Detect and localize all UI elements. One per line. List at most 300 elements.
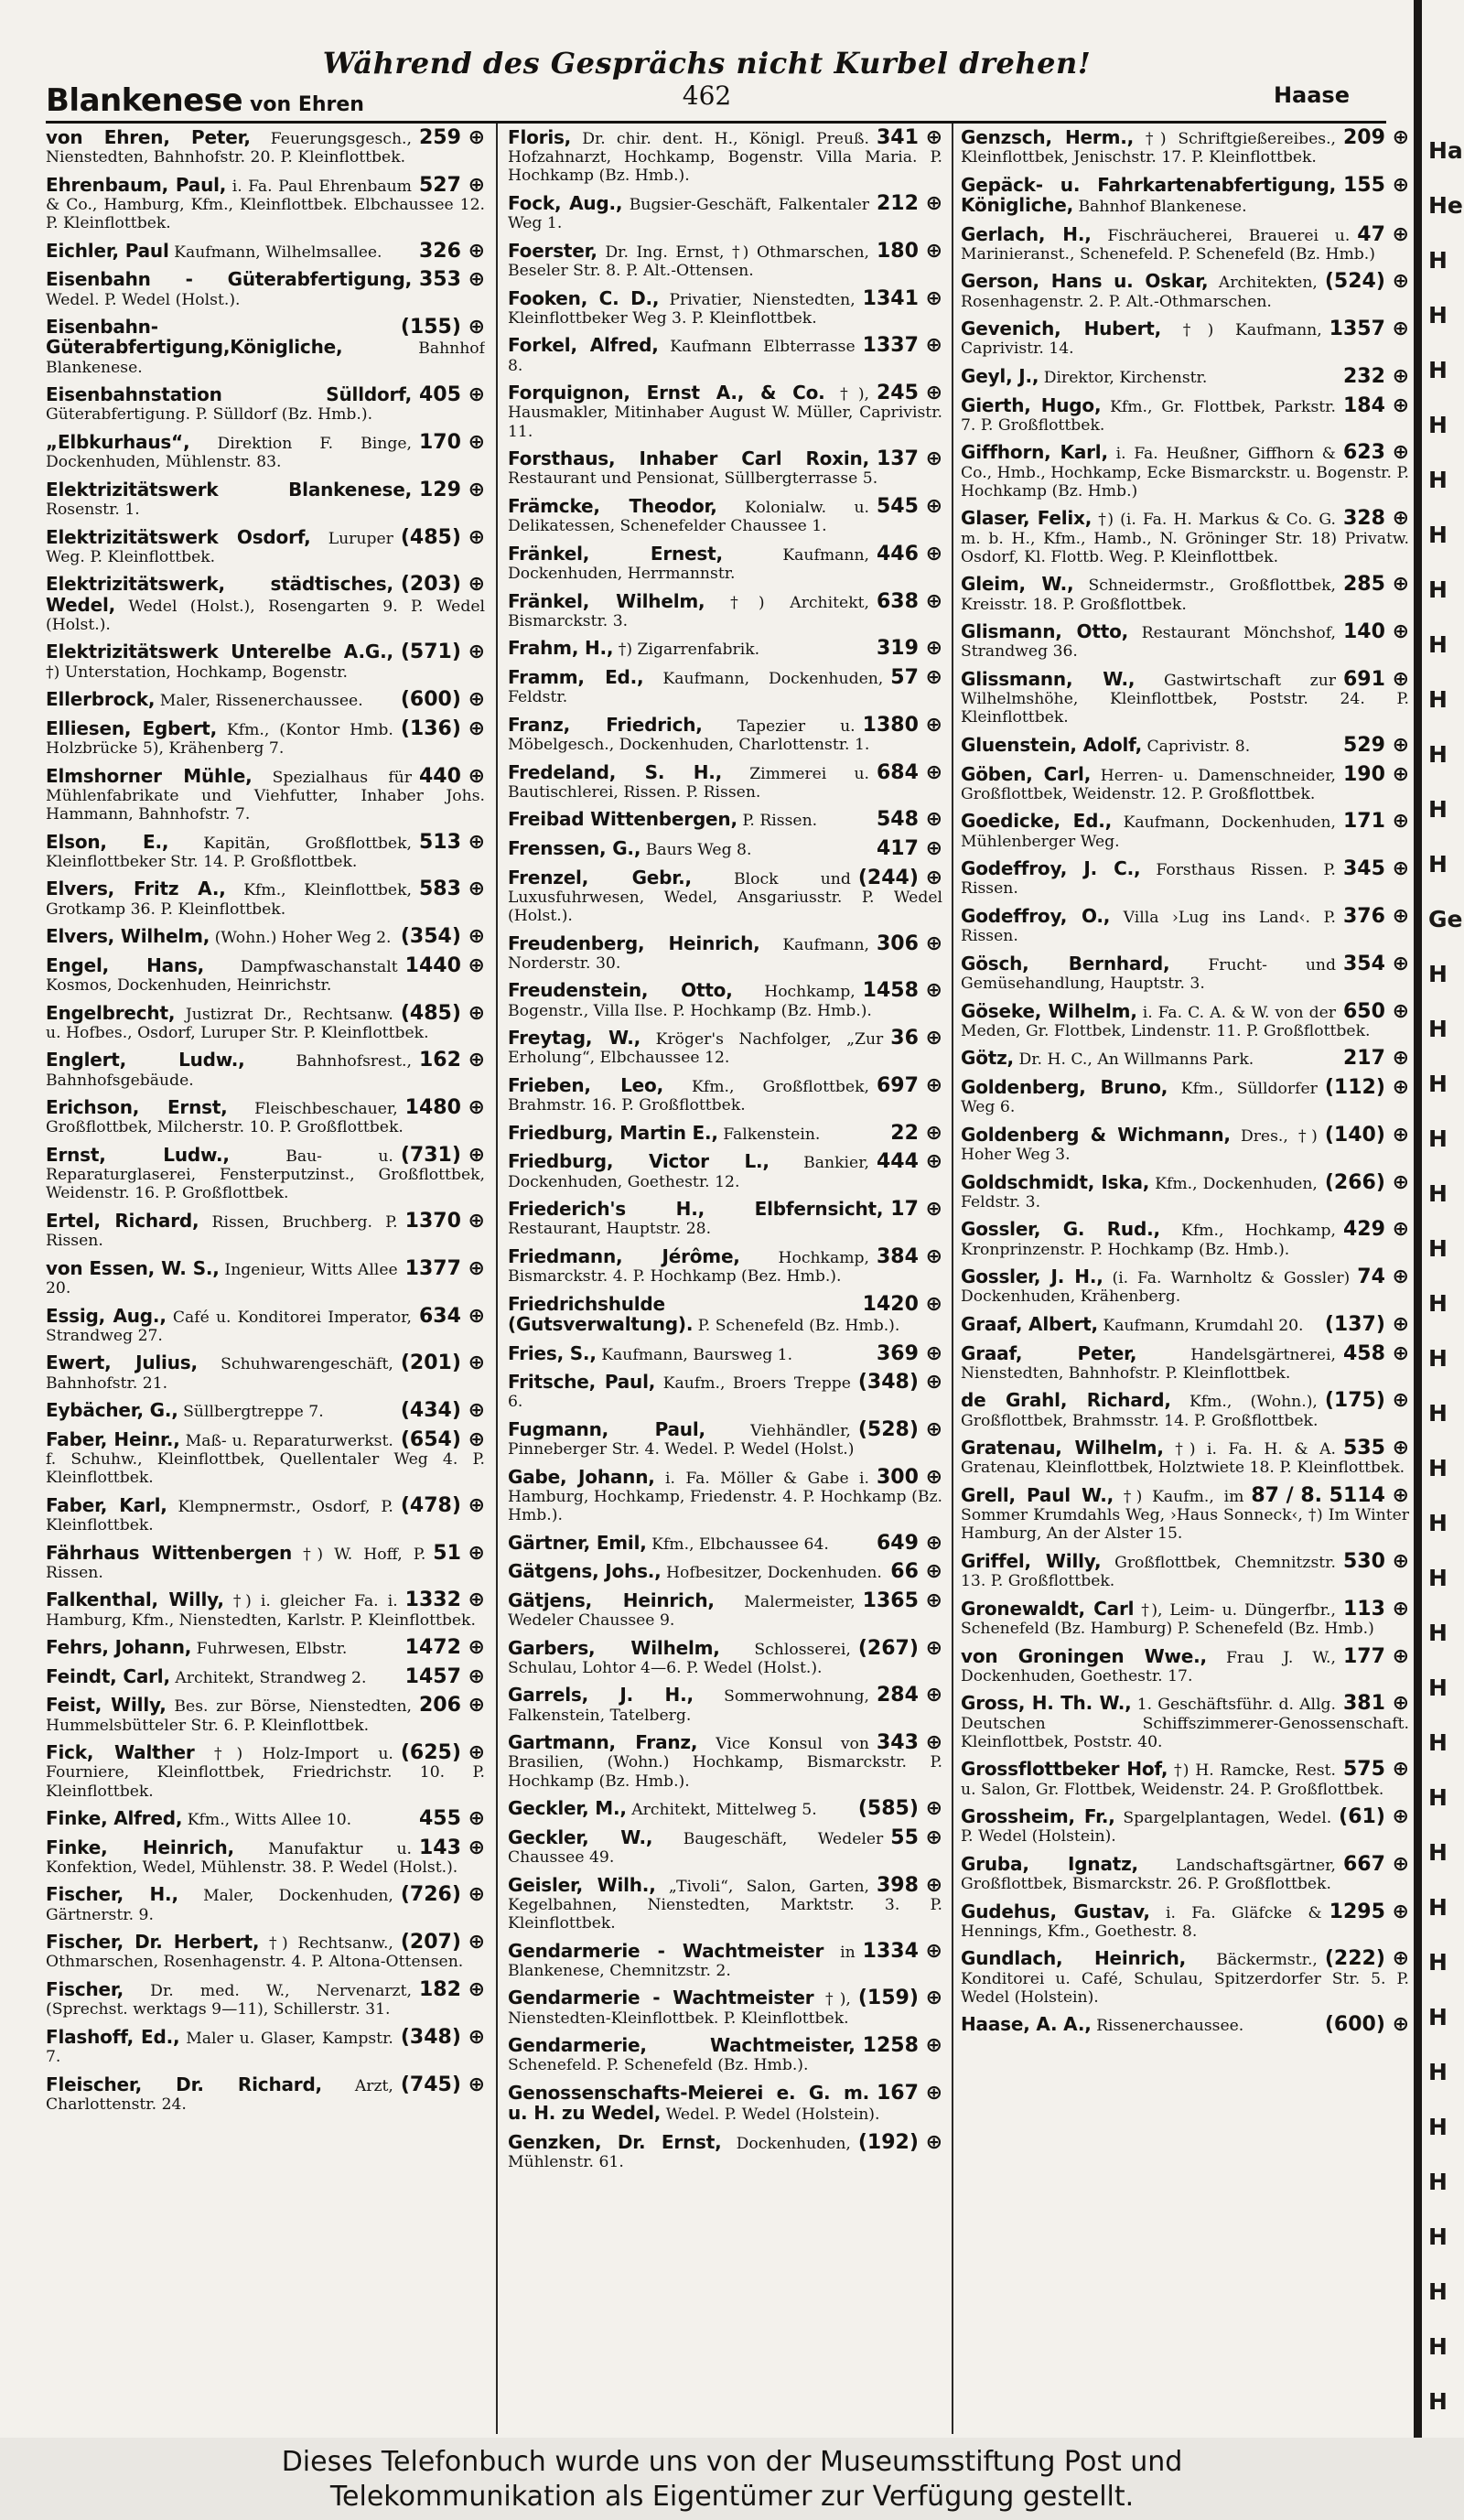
entry-name: Fritsche, Paul, bbox=[508, 1373, 656, 1394]
directory-entry bbox=[46, 1667, 485, 1687]
entry-details: Frau J. W., Dockenhuden, Goethestr. 17. bbox=[961, 1648, 1336, 1685]
phone-number: (244) ⊕ bbox=[857, 867, 942, 889]
entry-details: Hochkamp, Bogenstr., Villa Ilse. P. Hochkamp (Bz. Hmb.). bbox=[508, 983, 872, 1020]
entry-name: Eisenbahn-Güterabfertigung,Königliche, bbox=[46, 318, 343, 359]
entry-name: „Elbkurhaus“, bbox=[46, 432, 190, 453]
phone-number: 444 ⊕ bbox=[876, 1152, 942, 1174]
entry-name: Engel, Hans, bbox=[46, 955, 205, 976]
entry-details: Bahnhof Blankenese. bbox=[46, 339, 485, 377]
entry-details: „Tivoli“, Salon, Garten, Kegelbahnen, Nienstedten, Marktstr. 3. P. Kleinflottbek. bbox=[508, 1877, 942, 1933]
entry-details: Architekten, Rosenhagenstr. 2. P. Alt.-Othmarschen. bbox=[961, 274, 1318, 311]
entry-details: Dres., †) Hoher Weg 3. bbox=[961, 1126, 1318, 1164]
directory-entry bbox=[46, 1098, 485, 1136]
phone-number: (485) ⊕ bbox=[400, 1003, 485, 1025]
entry-name: Göben, Carl, bbox=[961, 764, 1092, 785]
entry-name: Fischer, bbox=[46, 1980, 124, 2001]
entry-details: Baurs Weg 8. bbox=[645, 840, 752, 859]
directory-entry bbox=[46, 433, 485, 471]
entry-details: †), Hausmakler, Mitinhaber August W. Müller, Caprivistr. 11. bbox=[508, 385, 942, 441]
phone-number: 527 ⊕ bbox=[418, 175, 485, 197]
phone-number: (625) ⊕ bbox=[400, 1743, 485, 1765]
phone-number: 458 ⊕ bbox=[1342, 1343, 1409, 1365]
phone-number: 691 ⊕ bbox=[1342, 669, 1409, 691]
edge-fragment: Ge bbox=[1428, 906, 1463, 932]
directory-entry bbox=[46, 318, 485, 377]
directory-entry bbox=[46, 1430, 485, 1488]
directory-entry bbox=[961, 622, 1409, 661]
phone-number: (478) ⊕ bbox=[400, 1495, 485, 1517]
directory-entry bbox=[46, 1259, 485, 1298]
edge-fragment: H bbox=[1428, 2059, 1448, 2085]
edge-fragment: H bbox=[1428, 1235, 1448, 1262]
entry-details: Kfm., Sülldorfer Weg 6. bbox=[961, 1079, 1318, 1117]
directory-entry bbox=[508, 639, 942, 659]
entry-details: Forsthaus Rissen. P. Rissen. bbox=[961, 861, 1336, 899]
edge-fragment: H bbox=[1428, 741, 1448, 768]
entry-details: Dr. H. C., An Willmanns Park. bbox=[1018, 1050, 1254, 1070]
phone-number: 583 ⊕ bbox=[418, 879, 485, 901]
entry-name: Giffhorn, Karl, bbox=[961, 443, 1108, 464]
edge-fragment: H bbox=[1428, 1565, 1448, 1591]
entry-details: Kolonialw. u. Delikatessen, Schenefelder Chaussee 1. bbox=[508, 498, 869, 536]
entry-name: Gendarmerie - Wachtmeister bbox=[508, 1988, 814, 2009]
directory-entry bbox=[961, 1949, 1409, 2007]
phone-number: 575 ⊕ bbox=[1342, 1760, 1409, 1782]
entry-name: Geisler, Wilh., bbox=[508, 1875, 656, 1896]
entry-name: Garbers, Wilhelm, bbox=[508, 1638, 720, 1659]
directory-entry bbox=[961, 1599, 1409, 1638]
entry-details: Landschaftsgärtner, Großflottbek, Bismarckstr. 26. P. Großflottbek. bbox=[961, 1856, 1336, 1894]
phone-number: 650 ⊕ bbox=[1342, 1001, 1409, 1023]
phone-number: 440 ⊕ bbox=[418, 766, 485, 788]
entry-name: Freudenstein, Otto, bbox=[508, 981, 733, 1002]
entry-details: Wedel (Holst.), Rosengarten 9. P. Wedel (Holst.). bbox=[46, 597, 485, 634]
edge-fragment: H bbox=[1428, 522, 1448, 548]
directory-entry bbox=[46, 1885, 485, 1923]
edge-fragment: H bbox=[1428, 1675, 1448, 1701]
directory-entry bbox=[508, 242, 942, 280]
entry-details: †) i. Fa. H. & A. Gratenau, Kleinflottbek, Holztwiete 18. P. Kleinflottbek. bbox=[961, 1440, 1405, 1478]
entry-details: †) H. Ramcke, Rest. u. Salon, Gr. Flottbek, Weidenstr. 24. P. Großflottbek. bbox=[961, 1761, 1384, 1799]
column-2 bbox=[508, 128, 942, 2434]
entry-details: Sommerwohnung, Falkenstein, Tatelberg. bbox=[508, 1687, 869, 1725]
entry-name: Franz, Friedrich, bbox=[508, 715, 703, 736]
phone-number: 259 ⊕ bbox=[418, 128, 485, 149]
phone-number: 446 ⊕ bbox=[876, 544, 942, 565]
phone-number: 1341 ⊕ bbox=[862, 288, 942, 310]
entry-name: von Ehren, Peter, bbox=[46, 128, 251, 148]
entry-name: Gabe, Johann, bbox=[508, 1467, 655, 1488]
phone-number: 143 ⊕ bbox=[418, 1837, 485, 1859]
phone-number: 455 ⊕ bbox=[418, 1809, 485, 1830]
entry-details: Bäckermstr., Konditorei u. Café, Schulau, Spitzerdorfer Str. 5. P. Wedel (Holstein). bbox=[961, 1951, 1409, 2007]
entry-details: Restaurant Mönchshof, Strandweg 36. bbox=[961, 624, 1336, 662]
entry-name: Erichson, Ernst, bbox=[46, 1098, 228, 1119]
phone-number: 1458 ⊕ bbox=[862, 981, 942, 1003]
phone-number: 217 ⊕ bbox=[1342, 1049, 1409, 1070]
entry-name: Gruba, Ignatz, bbox=[961, 1854, 1138, 1875]
phone-number: 649 ⊕ bbox=[876, 1533, 942, 1554]
entry-name: Eisenbahn - Güterabfertigung, bbox=[46, 270, 412, 291]
directory-entry bbox=[508, 668, 942, 706]
entry-details: Rosenstr. 1. bbox=[46, 500, 140, 519]
entry-details: Restaurant, Hauptstr. 28. bbox=[508, 1220, 712, 1239]
directory-entry bbox=[961, 1267, 1409, 1306]
phone-number: 306 ⊕ bbox=[876, 933, 942, 955]
directory-entry bbox=[46, 528, 485, 566]
phone-number: (434) ⊕ bbox=[400, 1401, 485, 1422]
edge-fragment: H bbox=[1428, 357, 1448, 383]
entry-name: Freudenberg, Heinrich, bbox=[508, 933, 760, 954]
entry-name: Gevenich, Hubert, bbox=[961, 319, 1162, 340]
entry-details: †) W. Hoff, P. Rissen. bbox=[46, 1545, 426, 1582]
directory-entry bbox=[961, 319, 1409, 358]
phone-number: (61) ⊕ bbox=[1339, 1807, 1409, 1829]
phone-number: (137) ⊕ bbox=[1324, 1314, 1409, 1336]
entry-name: Gross, H. Th. W., bbox=[961, 1694, 1132, 1715]
entry-details: †) Holz-Import u. Fourniere, Kleinflottbek, Friedrichstr. 10. P. Kleinflottbek. bbox=[46, 1745, 485, 1801]
directory-entry bbox=[508, 336, 942, 374]
entry-name: Ewert, Julius, bbox=[46, 1353, 198, 1374]
entry-name: Englert, Ludw., bbox=[46, 1050, 245, 1072]
entry-details: Güterabfertigung. P. Sülldorf (Bz. Hmb.). bbox=[46, 405, 373, 425]
entry-details: Architekt, Strandweg 2. bbox=[175, 1668, 367, 1687]
entry-name: Glismann, Otto, bbox=[961, 622, 1129, 643]
phone-number: 545 ⊕ bbox=[876, 496, 942, 518]
phone-number: 87 / 8. 5114 ⊕ bbox=[1251, 1485, 1409, 1507]
entry-details: Manufaktur u. Konfektion, Wedel, Mühlenstr. 38. P. Wedel (Holst.). bbox=[46, 1839, 458, 1877]
directory-entry bbox=[46, 480, 485, 519]
phone-number: 284 ⊕ bbox=[876, 1685, 942, 1707]
directory-entry bbox=[961, 2015, 1409, 2035]
phone-number: (266) ⊕ bbox=[1324, 1172, 1409, 1194]
entry-name: Faber, Karl, bbox=[46, 1495, 167, 1516]
phone-number: 1370 ⊕ bbox=[404, 1211, 485, 1233]
entry-name: Elektrizitätswerk Unterelbe A.G., bbox=[46, 642, 393, 663]
directory-entry bbox=[46, 385, 485, 424]
entry-details: Maler u. Glaser, Kampstr. 7. bbox=[46, 2029, 393, 2067]
phone-number: 36 ⊕ bbox=[890, 1028, 942, 1050]
entry-name: Godeffroy, O., bbox=[961, 906, 1111, 927]
entry-details: Café u. Konditorei Imperator, Strandweg 27. bbox=[46, 1308, 412, 1345]
phone-number: (348) ⊕ bbox=[857, 1373, 942, 1395]
phone-number: (348) ⊕ bbox=[400, 2027, 485, 2049]
phone-number: (267) ⊕ bbox=[857, 1638, 942, 1660]
entry-name: Forkel, Alfred, bbox=[508, 336, 659, 357]
entry-details: Dr. Ing. Ernst, †) Othmarschen, Beseler Str. 8. P. Alt.-Ottensen. bbox=[508, 242, 869, 280]
edge-fragment: H bbox=[1428, 576, 1448, 603]
directory-entry bbox=[508, 383, 942, 441]
directory-entry bbox=[46, 1353, 485, 1392]
entry-name: Elektrizitätswerk, städtisches, Wedel, bbox=[46, 575, 393, 616]
phone-number: 129 ⊕ bbox=[418, 479, 485, 501]
edge-fragment: H bbox=[1428, 1290, 1448, 1317]
directory-entry bbox=[961, 396, 1409, 435]
entry-name: Grossflottbeker Hof, bbox=[961, 1760, 1168, 1781]
entry-name: Fries, S., bbox=[508, 1343, 597, 1364]
directory-entry bbox=[508, 1468, 942, 1525]
directory-entry bbox=[46, 1809, 485, 1829]
entry-details: Wedel. P. Wedel (Holst.). bbox=[46, 290, 241, 309]
directory-entry bbox=[46, 575, 485, 634]
phone-number: 1334 ⊕ bbox=[862, 1941, 942, 1963]
directory-entry bbox=[46, 270, 485, 308]
entry-name: Faber, Heinr., bbox=[46, 1429, 180, 1450]
entry-details: (i. Fa. Warnholtz & Gossler) Dockenhuden, Krähenberg. bbox=[961, 1269, 1351, 1307]
entry-details: †) Schriftgießereibes., Kleinflottbek, Jenischstr. 17. P. Kleinflottbek. bbox=[961, 130, 1336, 167]
entry-name: Götz, bbox=[961, 1049, 1014, 1070]
phone-number: (731) ⊕ bbox=[400, 1145, 485, 1167]
directory-entry bbox=[961, 1002, 1409, 1040]
entry-name: Eichler, Paul bbox=[46, 241, 169, 262]
directory-entry bbox=[46, 1638, 485, 1658]
directory-entry bbox=[508, 868, 942, 926]
directory-entry bbox=[961, 1902, 1409, 1941]
directory-entry bbox=[508, 981, 942, 1019]
entry-details: Bahnhofsrest., Bahnhofsgebäude. bbox=[46, 1052, 412, 1090]
directory-entry bbox=[508, 1200, 942, 1238]
entry-details: Schenefeld. P. Schenefeld (Bz. Hmb.). bbox=[508, 2056, 809, 2075]
entry-details: Maler, Rissenerchaussee. bbox=[159, 692, 363, 711]
entry-name: Glaser, Felix, bbox=[961, 509, 1093, 530]
phone-number: 319 ⊕ bbox=[876, 639, 942, 660]
directory-entry bbox=[508, 194, 942, 232]
entry-details: Maler, Dockenhuden, Gärtnerstr. 9. bbox=[46, 1887, 393, 1924]
directory-entry bbox=[46, 176, 485, 233]
entry-details: Süllbergtreppe 7. bbox=[183, 1403, 324, 1422]
entry-name: Frieben, Leo, bbox=[508, 1075, 663, 1096]
phone-number: 405 ⊕ bbox=[418, 385, 485, 407]
entry-name: Forsthaus, Inhaber Carl Roxin, bbox=[508, 449, 869, 470]
directory-entry bbox=[961, 1315, 1409, 1335]
directory-entry bbox=[508, 1152, 942, 1190]
entry-details: P. Schenefeld (Bz. Hmb.). bbox=[697, 1316, 900, 1335]
edge-fragment: H bbox=[1428, 796, 1448, 823]
entry-details: Fleischbeschauer, Großflottbek, Milcherstr. 10. P. Großflottbek. bbox=[46, 1100, 404, 1137]
phone-number: 1472 ⊕ bbox=[404, 1638, 485, 1659]
edge-fragment: H bbox=[1428, 1949, 1448, 1976]
phone-number: 140 ⊕ bbox=[1342, 622, 1409, 644]
phone-number: 1380 ⊕ bbox=[862, 715, 942, 737]
entry-name: Frenzel, Gebr., bbox=[508, 867, 692, 888]
phone-number: 634 ⊕ bbox=[418, 1306, 485, 1328]
edge-fragment: H bbox=[1428, 1016, 1448, 1042]
phone-number: (203) ⊕ bbox=[400, 575, 485, 597]
directory-entry bbox=[46, 1696, 485, 1734]
phone-number: 22 ⊕ bbox=[890, 1123, 942, 1144]
directory-entry bbox=[46, 1307, 485, 1345]
directory-entry bbox=[508, 592, 942, 630]
directory-entry bbox=[508, 544, 942, 583]
directory-entry bbox=[46, 128, 485, 167]
entry-name: Fredeland, S. H., bbox=[508, 762, 723, 783]
entry-details: Tapezier u. Möbelgesch., Dockenhuden, Charlottenstr. 1. bbox=[508, 716, 870, 754]
entry-name: Gendarmerie, Wachtmeister, bbox=[508, 2036, 856, 2057]
edge-fragment: He bbox=[1428, 192, 1463, 219]
entry-details: Kaufmann, Baursweg 1. bbox=[601, 1345, 793, 1364]
directory-entry bbox=[508, 1685, 942, 1724]
entry-name: Genossenschafts-Meierei e. G. m. u. H. zu Wedel, bbox=[508, 2084, 869, 2125]
phone-number: 155 ⊕ bbox=[1342, 175, 1409, 197]
phone-number: 55 ⊕ bbox=[890, 1827, 942, 1849]
entry-details: Kfm., Gr. Flottbek, Parkstr. 7. P. Großflottbek. bbox=[961, 397, 1336, 435]
entry-name: Fleischer, Dr. Richard, bbox=[46, 2074, 322, 2095]
edge-fragment: H bbox=[1428, 2114, 1448, 2140]
entry-name: Främcke, Theodor, bbox=[508, 496, 717, 517]
page-banner: Während des Gesprächs nicht Kurbel drehen! bbox=[322, 46, 1092, 81]
directory-entry bbox=[961, 1486, 1409, 1544]
phone-number: (654) ⊕ bbox=[400, 1429, 485, 1451]
entry-details: Kaufmann, Dockenhuden, Herrmannstr. bbox=[508, 545, 869, 583]
entry-name: Finke, Alfred, bbox=[46, 1809, 183, 1830]
edge-fragment: H bbox=[1428, 686, 1448, 713]
entry-details: Kapitän, Großflottbek, Kleinflottbeker Str. 14. P. Großflottbek. bbox=[46, 834, 412, 871]
entry-details: Bankier, Dockenhuden, Goethestr. 12. bbox=[508, 1154, 869, 1191]
phone-number: 697 ⊕ bbox=[876, 1075, 942, 1097]
entry-name: Fischer, Dr. Herbert, bbox=[46, 1933, 260, 1954]
phone-number: 113 ⊕ bbox=[1342, 1599, 1409, 1621]
entry-name: Gartmann, Franz, bbox=[508, 1733, 698, 1754]
entry-details: Restaurant und Pensionat, Süllbergterrasse 5. bbox=[508, 469, 878, 489]
phone-number: 548 ⊕ bbox=[876, 810, 942, 831]
directory-entry bbox=[46, 879, 485, 918]
phone-number: 684 ⊕ bbox=[876, 762, 942, 784]
entry-name: Gätgens, Johs., bbox=[508, 1562, 662, 1583]
directory-entry bbox=[961, 1391, 1409, 1429]
entry-name: Finke, Heinrich, bbox=[46, 1837, 234, 1858]
directory-entry bbox=[961, 1855, 1409, 1893]
phone-number: 171 ⊕ bbox=[1342, 812, 1409, 834]
edge-fragment: H bbox=[1428, 1839, 1448, 1866]
entry-name: Friedburg, Victor L., bbox=[508, 1152, 770, 1173]
directory-entry bbox=[46, 1838, 485, 1877]
directory-entry bbox=[508, 934, 942, 973]
phone-number: 209 ⊕ bbox=[1342, 128, 1409, 149]
entry-details: Caprivistr. 8. bbox=[1146, 737, 1251, 756]
entry-name: Gösch, Bernhard, bbox=[961, 953, 1170, 975]
entry-name: Geckler, W., bbox=[508, 1827, 653, 1848]
entry-details: Kaufmann, Wilhelmsallee. bbox=[174, 242, 382, 262]
entry-details: Feuerungsgesch., Nienstedten, Bahnhofstr. 20. P. Kleinflottbek. bbox=[46, 130, 412, 167]
entry-name: Graaf, Albert, bbox=[961, 1314, 1098, 1335]
phone-number: (745) ⊕ bbox=[400, 2074, 485, 2096]
entry-details: Direktion F. Binge, Dockenhuden, Mühlenstr. 83. bbox=[46, 434, 412, 472]
entry-details: Handelsgärtnerei, Nienstedten, Bahnhofstr. P. Kleinflottbek. bbox=[961, 1345, 1336, 1383]
entry-name: von Groningen Wwe., bbox=[961, 1646, 1207, 1667]
edge-fragment: H bbox=[1428, 1125, 1448, 1152]
phone-number: 638 ⊕ bbox=[876, 591, 942, 613]
footer-line-2: Telekommunikation als Eigentümer zur Verfügung gestellt. bbox=[329, 2481, 1135, 2513]
entry-name: Engelbrecht, bbox=[46, 1003, 176, 1024]
entry-name: Gätjens, Heinrich, bbox=[508, 1590, 715, 1611]
entry-name: Gundlach, Heinrich, bbox=[961, 1949, 1187, 1970]
phone-number: (136) ⊕ bbox=[400, 718, 485, 740]
entry-details: Architekt, Mittelweg 5. bbox=[631, 1801, 817, 1820]
entry-name: Fick, Walther bbox=[46, 1743, 195, 1764]
phone-number: 1377 ⊕ bbox=[404, 1258, 485, 1280]
entry-details: †), Nienstedten-Kleinflottbek. P. Kleinflottbek. bbox=[508, 1990, 851, 2028]
directory-entry bbox=[508, 1420, 942, 1459]
directory-entry bbox=[508, 1247, 942, 1286]
entry-name: Floris, bbox=[508, 128, 572, 148]
phone-number: 212 ⊕ bbox=[876, 194, 942, 215]
entry-details: †) i. gleicher Fa. i. Hamburg, Kfm., Nienstedten, Karlstr. P. Kleinflottbek. bbox=[46, 1592, 476, 1630]
directory-entry bbox=[46, 2028, 485, 2066]
directory-entry bbox=[508, 1534, 942, 1554]
entry-details: Hochkamp, Bismarckstr. 4. P. Hochkamp (Bez. Hmb.). bbox=[508, 1248, 869, 1287]
entry-details: Maß- u. Reparaturwerkst. f. Schuhw., Kleinflottbek, Quellentaler Weg 4. P. Kleinflottbek. bbox=[46, 1431, 485, 1488]
edge-fragment: H bbox=[1428, 1180, 1448, 1207]
directory-entry bbox=[961, 1760, 1409, 1798]
header-rule bbox=[46, 121, 1386, 124]
phone-number: 180 ⊕ bbox=[876, 241, 942, 263]
entry-name: Feindt, Carl, bbox=[46, 1666, 170, 1687]
entry-name: Framm, Ed., bbox=[508, 667, 644, 688]
phone-number: 74 ⊕ bbox=[1357, 1267, 1409, 1289]
entry-details: Dr. chir. dent. H., Königl. Preuß. Hofzahnarzt, Hochkamp, Bogenstr. Villa Maria. P. Hochkamp (Bz. Hmb.). bbox=[508, 130, 942, 186]
entry-name: Freibad Wittenbergen, bbox=[508, 810, 737, 831]
directory-entry bbox=[961, 1049, 1409, 1069]
entry-name: Friederich's H., Elbfernsicht, bbox=[508, 1200, 884, 1221]
entry-name: Fugmann, Paul, bbox=[508, 1419, 705, 1440]
entry-name: Gendarmerie - Wachtmeister bbox=[508, 1941, 824, 1962]
directory-entry bbox=[46, 767, 485, 824]
place-name: Blankenese bbox=[46, 82, 243, 119]
entry-name: Glissmann, W., bbox=[961, 669, 1136, 690]
entry-details: Ingenieur, Witts Allee 20. bbox=[46, 1260, 398, 1298]
phone-number: (726) ⊕ bbox=[400, 1885, 485, 1907]
edge-fragment: H bbox=[1428, 2278, 1448, 2305]
directory-entry bbox=[46, 927, 485, 947]
entry-details: Dampfwaschanstalt Kosmos, Dockenhuden, Heinrichstr. bbox=[46, 957, 398, 995]
phone-number: 345 ⊕ bbox=[1342, 859, 1409, 881]
directory-entry bbox=[961, 907, 1409, 945]
directory-entry bbox=[508, 763, 942, 802]
directory-entry bbox=[46, 719, 485, 758]
entry-name: Gärtner, Emil, bbox=[508, 1533, 647, 1554]
directory-entry bbox=[46, 1980, 485, 2019]
entry-details: Kfm., (Wohn.), Großflottbek, Brahmsstr. 14. P. Großflottbek. bbox=[961, 1393, 1319, 1430]
entry-details: Dockenhuden, Mühlenstr. 61. bbox=[508, 2134, 851, 2172]
phone-number: (600) ⊕ bbox=[400, 690, 485, 711]
phone-number: (192) ⊕ bbox=[857, 2132, 942, 2154]
entry-name: Fährhaus Wittenbergen bbox=[46, 1543, 293, 1564]
entry-name: Gepäck- u. Fahrkartenabfertigung, Königliche, bbox=[961, 175, 1336, 216]
entry-name: Elliesen, Egbert, bbox=[46, 718, 217, 739]
directory-entry bbox=[46, 833, 485, 871]
entry-name: Graaf, Peter, bbox=[961, 1343, 1137, 1364]
phone-number: 328 ⊕ bbox=[1342, 509, 1409, 531]
directory-entry bbox=[961, 765, 1409, 803]
directory-entry bbox=[508, 2036, 942, 2074]
phone-number: 417 ⊕ bbox=[876, 838, 942, 860]
entry-details: Kfm., Witts Allee 10. bbox=[187, 1811, 352, 1830]
entry-details: Rissenerchaussee. bbox=[1096, 2017, 1244, 2036]
entry-details: Kfm., (Kontor Hmb. Holzbrücke 5), Krähenberg 7. bbox=[46, 720, 393, 758]
directory-entry bbox=[508, 839, 942, 859]
directory-entry bbox=[508, 1988, 942, 2027]
edge-fragment: H bbox=[1428, 247, 1448, 274]
entry-details: i. Fa. Heußner, Giffhorn & Co., Hmb., Hochkamp, Ecke Bismarckstr. u. Bogenstr. P. Hochkamp (Bz. Hmb.) bbox=[961, 445, 1409, 501]
edge-fragment: H bbox=[1428, 1894, 1448, 1921]
phone-number: (112) ⊕ bbox=[1324, 1077, 1409, 1099]
phone-number: (159) ⊕ bbox=[857, 1988, 942, 2010]
directory-entry bbox=[961, 272, 1409, 310]
directory-entry bbox=[46, 1933, 485, 1971]
directory-entry bbox=[46, 956, 485, 995]
entry-name: Gerlach, H., bbox=[961, 224, 1092, 245]
entry-details: Viehhändler, Pinneberger Str. 4. Wedel. P. Wedel (Holst.) bbox=[508, 1421, 855, 1459]
